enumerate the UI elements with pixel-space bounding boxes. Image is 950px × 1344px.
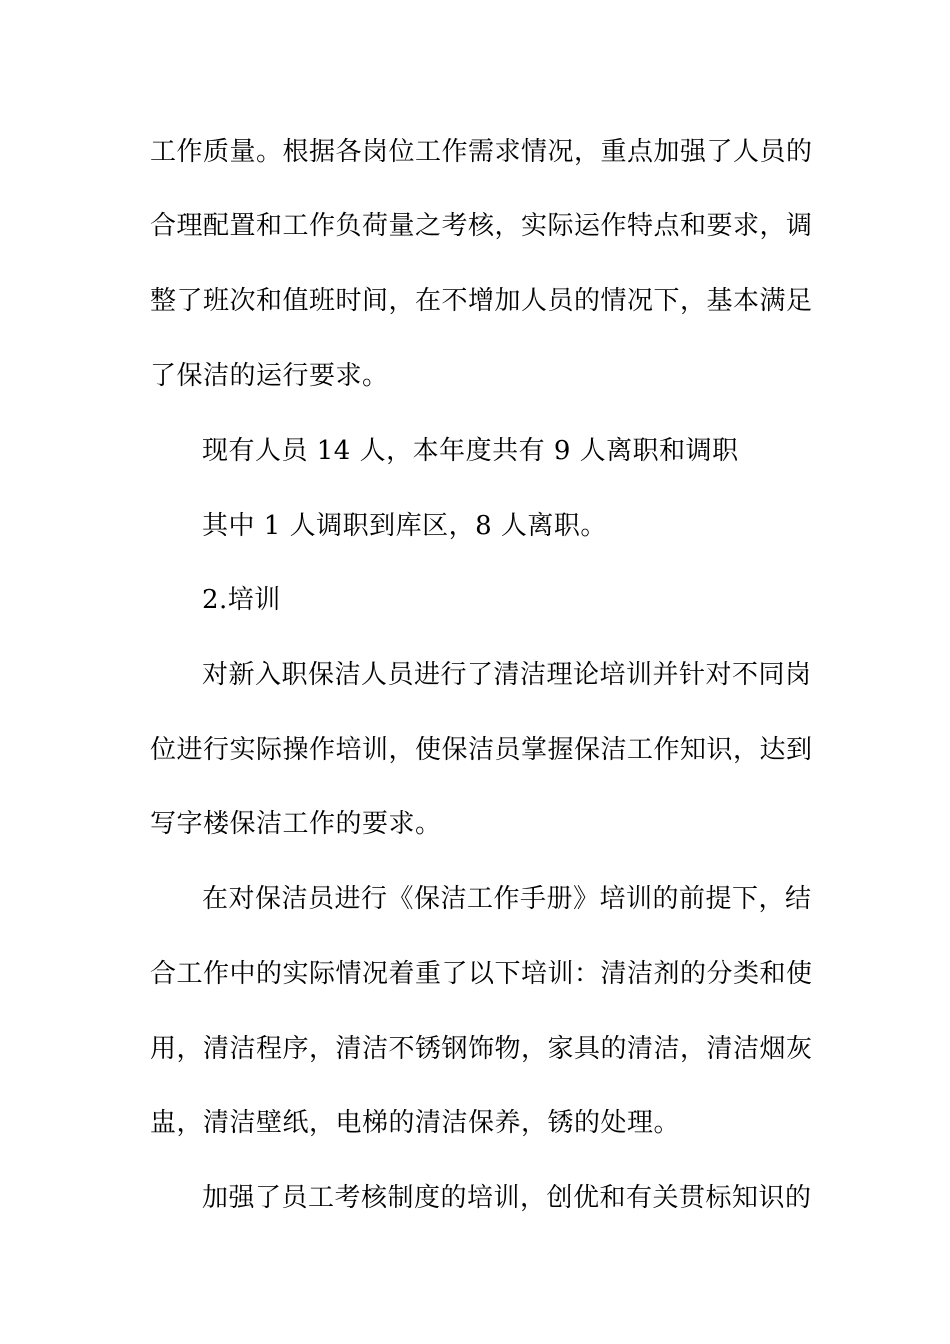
text-line: 工作质量。根据各岗位工作需求情况，重点加强了人员的 — [150, 137, 813, 167]
text-line: 整了班次和值班时间，在不增加人员的情况下，基本满足 — [150, 286, 813, 316]
text-line: 位进行实际操作培训，使保洁员掌握保洁工作知识，达到 — [150, 735, 813, 765]
section-heading: 2.培训 — [202, 585, 281, 615]
text-line: 加强了员工考核制度的培训，创优和有关贯标知识的 — [202, 1183, 812, 1213]
text-line: 盅，清洁壁纸，电梯的清洁保养，锈的处理。 — [150, 1108, 681, 1138]
text-line: 合理配置和工作负荷量之考核，实际运作特点和要求，调 — [150, 211, 813, 241]
text-line: 用，清洁程序，清洁不锈钢饰物，家具的清洁，清洁烟灰 — [150, 1034, 813, 1064]
text-line: 了保洁的运行要求。 — [150, 361, 389, 391]
text-line: 写字楼保洁工作的要求。 — [150, 809, 442, 839]
text-line: 现有人员 14 人，本年度共有 9 人离职和调职 — [202, 436, 739, 466]
text-line: 其中 1 人调职到库区，8 人离职。 — [202, 511, 607, 541]
text-line: 对新入职保洁人员进行了清洁理论培训并针对不同岗 — [202, 660, 812, 690]
text-line: 合工作中的实际情况着重了以下培训：清洁剂的分类和使 — [150, 959, 813, 989]
text-line: 在对保洁员进行《保洁工作手册》培训的前提下，结 — [202, 884, 812, 914]
